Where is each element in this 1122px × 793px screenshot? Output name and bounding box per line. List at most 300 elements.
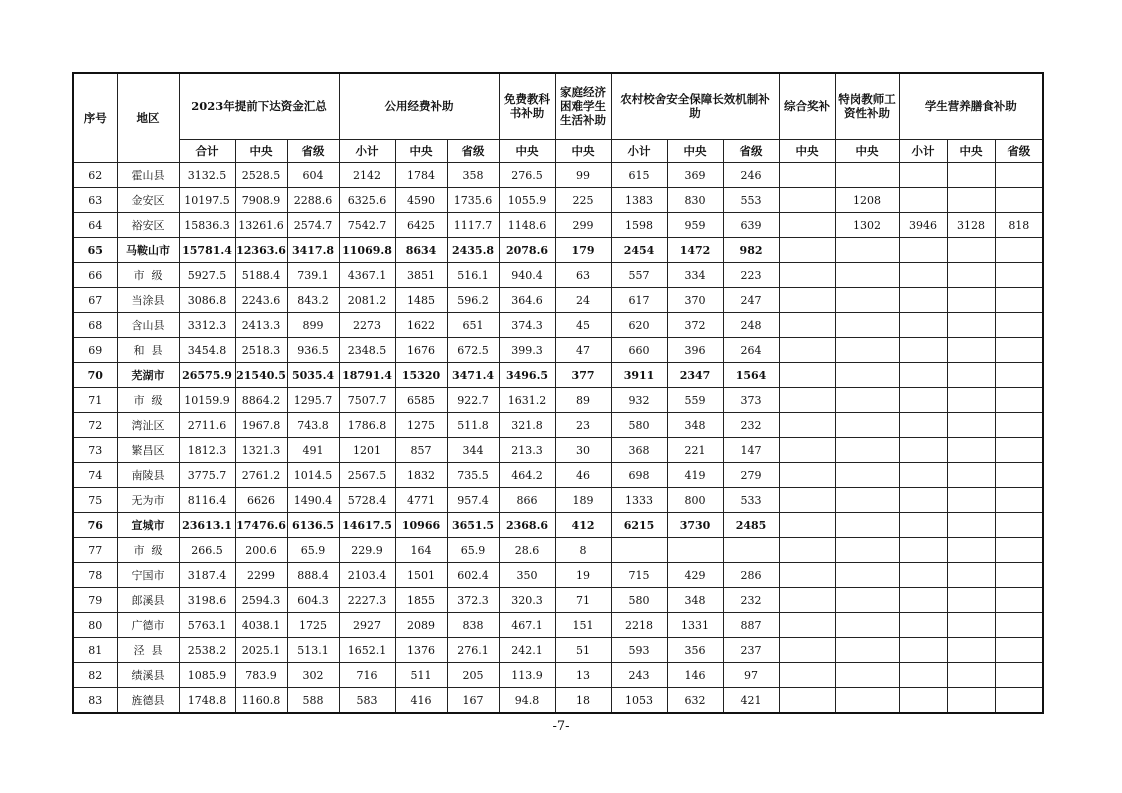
- cell-seq: 79: [73, 588, 117, 613]
- cell-value: 533: [723, 488, 779, 513]
- cell-seq: 71: [73, 388, 117, 413]
- cell-value: 279: [723, 463, 779, 488]
- cell-value: 743.8: [287, 413, 339, 438]
- cell-value: [995, 288, 1043, 313]
- cell-value: 511.8: [447, 413, 499, 438]
- cell-value: 2299: [235, 563, 287, 588]
- cell-value: 6626: [235, 488, 287, 513]
- header-textbook: [499, 73, 555, 140]
- cell-value: 2574.7: [287, 213, 339, 238]
- cell-value: 302: [287, 663, 339, 688]
- cell-seq: 66: [73, 263, 117, 288]
- cell-value: [947, 488, 995, 513]
- cell-value: 2518.3: [235, 338, 287, 363]
- cell-value: 5035.4: [287, 363, 339, 388]
- cell-value: [995, 363, 1043, 388]
- cell-value: 1812.3: [179, 438, 235, 463]
- table-row: [73, 638, 1043, 663]
- cell-value: [995, 263, 1043, 288]
- cell-value: 596.2: [447, 288, 499, 313]
- cell-value: [835, 338, 899, 363]
- cell-value: 3417.8: [287, 238, 339, 263]
- cell-value: [779, 438, 835, 463]
- cell-value: [947, 513, 995, 538]
- cell-seq: 69: [73, 338, 117, 363]
- cell-region: 湾沚区: [117, 413, 179, 438]
- cell-value: 3730: [667, 513, 723, 538]
- cell-value: [835, 588, 899, 613]
- cell-region: 裕安区: [117, 213, 179, 238]
- cell-value: 617: [611, 288, 667, 313]
- cell-value: 8: [555, 538, 611, 563]
- header-safety-label: 农村校舍安全保障长效机制补助: [620, 92, 770, 120]
- cell-value: 97: [723, 663, 779, 688]
- cell-seq: 62: [73, 163, 117, 188]
- cell-value: 3454.8: [179, 338, 235, 363]
- cell-value: 358: [447, 163, 499, 188]
- cell-value: [779, 513, 835, 538]
- cell-value: 7542.7: [339, 213, 395, 238]
- cell-value: [779, 688, 835, 714]
- table-body: [73, 163, 1043, 714]
- cell-value: 1321.3: [235, 438, 287, 463]
- cell-value: 1631.2: [499, 388, 555, 413]
- cell-value: 1302: [835, 213, 899, 238]
- cell-value: 843.2: [287, 288, 339, 313]
- cell-value: [899, 613, 947, 638]
- cell-value: 1053: [611, 688, 667, 714]
- cell-value: 559: [667, 388, 723, 413]
- header-seq: 序号: [73, 73, 117, 163]
- cell-value: [995, 463, 1043, 488]
- table-row: [73, 438, 1043, 463]
- cell-seq: 74: [73, 463, 117, 488]
- cell-value: [947, 313, 995, 338]
- cell-value: 516.1: [447, 263, 499, 288]
- cell-value: [835, 388, 899, 413]
- cell-value: [835, 663, 899, 688]
- cell-value: [779, 313, 835, 338]
- cell-value: 45: [555, 313, 611, 338]
- cell-value: 266.5: [179, 538, 235, 563]
- cell-value: 14617.5: [339, 513, 395, 538]
- cell-value: 147: [723, 438, 779, 463]
- cell-value: [835, 538, 899, 563]
- cell-value: 715: [611, 563, 667, 588]
- cell-value: [995, 513, 1043, 538]
- cell-value: 1148.6: [499, 213, 555, 238]
- cell-region: 霍山县: [117, 163, 179, 188]
- cell-value: 2089: [395, 613, 447, 638]
- cell-value: 1333: [611, 488, 667, 513]
- cell-value: [899, 438, 947, 463]
- cell-seq: 67: [73, 288, 117, 313]
- cell-value: 372.3: [447, 588, 499, 613]
- cell-value: 348: [667, 413, 723, 438]
- cell-value: 887: [723, 613, 779, 638]
- cell-value: 299: [555, 213, 611, 238]
- cell-value: 419: [667, 463, 723, 488]
- cell-value: [667, 538, 723, 563]
- cell-value: 2485: [723, 513, 779, 538]
- header-summary: 2023年提前下达资金汇总: [179, 73, 339, 140]
- cell-value: 1383: [611, 188, 667, 213]
- cell-value: [835, 288, 899, 313]
- cell-value: 348: [667, 588, 723, 613]
- cell-value: [947, 188, 995, 213]
- cell-seq: 80: [73, 613, 117, 638]
- cell-value: 15836.3: [179, 213, 235, 238]
- cell-value: [779, 413, 835, 438]
- cell-value: 429: [667, 563, 723, 588]
- cell-value: [899, 238, 947, 263]
- cell-value: 221: [667, 438, 723, 463]
- cell-value: 1748.8: [179, 688, 235, 714]
- cell-value: 1275: [395, 413, 447, 438]
- cell-value: 4038.1: [235, 613, 287, 638]
- cell-value: 370: [667, 288, 723, 313]
- cell-value: 632: [667, 688, 723, 714]
- cell-value: [995, 588, 1043, 613]
- cell-value: 4367.1: [339, 263, 395, 288]
- cell-value: 830: [667, 188, 723, 213]
- table-row: [73, 688, 1043, 714]
- cell-value: 18791.4: [339, 363, 395, 388]
- cell-value: 940.4: [499, 263, 555, 288]
- cell-value: [995, 563, 1043, 588]
- cell-value: [611, 538, 667, 563]
- cell-value: 3132.5: [179, 163, 235, 188]
- cell-value: 2454: [611, 238, 667, 263]
- cell-value: 1490.4: [287, 488, 339, 513]
- cell-value: [947, 163, 995, 188]
- cell-value: 2567.5: [339, 463, 395, 488]
- cell-value: 1295.7: [287, 388, 339, 413]
- cell-value: 1832: [395, 463, 447, 488]
- cell-region: 繁昌区: [117, 438, 179, 463]
- cell-value: [899, 513, 947, 538]
- cell-value: 2927: [339, 613, 395, 638]
- cell-seq: 83: [73, 688, 117, 714]
- cell-value: 243: [611, 663, 667, 688]
- cell-value: [899, 663, 947, 688]
- cell-value: 932: [611, 388, 667, 413]
- cell-value: [995, 338, 1043, 363]
- cell-value: 467.1: [499, 613, 555, 638]
- cell-value: 1855: [395, 588, 447, 613]
- cell-value: 593: [611, 638, 667, 663]
- header-public-funding: 公用经费补助: [339, 73, 499, 140]
- cell-value: 369: [667, 163, 723, 188]
- cell-value: 237: [723, 638, 779, 663]
- cell-value: [899, 413, 947, 438]
- cell-value: [947, 638, 995, 663]
- cell-seq: 77: [73, 538, 117, 563]
- cell-value: 959: [667, 213, 723, 238]
- header-hardship-label: 家庭经济困难学生生活补助: [560, 85, 607, 127]
- header-teacher-label: 特岗教师工资性补助: [838, 92, 896, 120]
- cell-value: 344: [447, 438, 499, 463]
- header-textbook-label: 免费教科书补助: [504, 92, 551, 120]
- cell-value: 936.5: [287, 338, 339, 363]
- cell-value: 3086.8: [179, 288, 235, 313]
- table-row: [73, 463, 1043, 488]
- cell-value: [947, 388, 995, 413]
- table-row: [73, 263, 1043, 288]
- cell-value: 1676: [395, 338, 447, 363]
- cell-value: 167: [447, 688, 499, 714]
- cell-value: 205: [447, 663, 499, 688]
- cell-value: [835, 438, 899, 463]
- cell-value: 30: [555, 438, 611, 463]
- cell-value: 374.3: [499, 313, 555, 338]
- cell-value: 2348.5: [339, 338, 395, 363]
- cell-value: [779, 213, 835, 238]
- cell-value: 320.3: [499, 588, 555, 613]
- cell-value: 3946: [899, 213, 947, 238]
- cell-value: [899, 638, 947, 663]
- cell-value: [835, 463, 899, 488]
- cell-value: 1564: [723, 363, 779, 388]
- cell-seq: 70: [73, 363, 117, 388]
- cell-region: 市 级: [117, 388, 179, 413]
- cell-value: 242.1: [499, 638, 555, 663]
- cell-value: [899, 563, 947, 588]
- cell-value: [779, 538, 835, 563]
- cell-value: 1725: [287, 613, 339, 638]
- cell-value: [899, 188, 947, 213]
- cell-value: 1331: [667, 613, 723, 638]
- cell-value: 1160.8: [235, 688, 287, 714]
- cell-value: 604.3: [287, 588, 339, 613]
- cell-value: [779, 638, 835, 663]
- cell-region: 芜湖市: [117, 363, 179, 388]
- cell-region: 郎溪县: [117, 588, 179, 613]
- cell-region: 金安区: [117, 188, 179, 213]
- cell-region: 南陵县: [117, 463, 179, 488]
- cell-value: 276.1: [447, 638, 499, 663]
- cell-value: 19: [555, 563, 611, 588]
- table-row: [73, 488, 1043, 513]
- cell-value: 1201: [339, 438, 395, 463]
- sub-safety-subtotal: 小计: [611, 140, 667, 163]
- cell-value: [947, 263, 995, 288]
- cell-value: 94.8: [499, 688, 555, 714]
- cell-seq: 73: [73, 438, 117, 463]
- cell-value: 232: [723, 413, 779, 438]
- cell-value: [947, 338, 995, 363]
- cell-value: 2368.6: [499, 513, 555, 538]
- cell-value: 47: [555, 338, 611, 363]
- cell-value: 65.9: [287, 538, 339, 563]
- cell-value: 396: [667, 338, 723, 363]
- cell-value: [899, 338, 947, 363]
- cell-value: 3312.3: [179, 313, 235, 338]
- cell-value: 2218: [611, 613, 667, 638]
- cell-value: 23: [555, 413, 611, 438]
- sub-public-central: 中央: [395, 140, 447, 163]
- cell-value: 957.4: [447, 488, 499, 513]
- cell-value: 13261.6: [235, 213, 287, 238]
- cell-value: 146: [667, 663, 723, 688]
- cell-value: 223: [723, 263, 779, 288]
- cell-value: [899, 313, 947, 338]
- cell-value: 2243.6: [235, 288, 287, 313]
- cell-value: 3775.7: [179, 463, 235, 488]
- cell-value: 2413.3: [235, 313, 287, 338]
- cell-value: [835, 488, 899, 513]
- cell-value: [899, 263, 947, 288]
- cell-region: 宁国市: [117, 563, 179, 588]
- cell-value: 888.4: [287, 563, 339, 588]
- cell-value: 2103.4: [339, 563, 395, 588]
- cell-value: 8864.2: [235, 388, 287, 413]
- cell-value: 71: [555, 588, 611, 613]
- cell-value: [995, 188, 1043, 213]
- sub-summary-total: 合计: [179, 140, 235, 163]
- cell-seq: 75: [73, 488, 117, 513]
- cell-value: 1014.5: [287, 463, 339, 488]
- cell-value: [835, 163, 899, 188]
- sub-summary-central: 中央: [235, 140, 287, 163]
- cell-value: 2594.3: [235, 588, 287, 613]
- cell-value: 24: [555, 288, 611, 313]
- cell-value: [899, 363, 947, 388]
- cell-value: 5188.4: [235, 263, 287, 288]
- cell-value: 2142: [339, 163, 395, 188]
- table-row: [73, 613, 1043, 638]
- cell-value: [835, 638, 899, 663]
- cell-value: 5728.4: [339, 488, 395, 513]
- cell-value: [779, 563, 835, 588]
- sub-teacher-central: 中央: [835, 140, 899, 163]
- cell-value: 1485: [395, 288, 447, 313]
- cell-value: 2435.8: [447, 238, 499, 263]
- cell-value: 377: [555, 363, 611, 388]
- cell-value: 3911: [611, 363, 667, 388]
- cell-value: [779, 363, 835, 388]
- funding-table: [72, 72, 1044, 714]
- cell-value: 3198.6: [179, 588, 235, 613]
- cell-value: [899, 163, 947, 188]
- cell-value: 229.9: [339, 538, 395, 563]
- cell-value: [779, 663, 835, 688]
- cell-value: [947, 538, 995, 563]
- cell-value: 982: [723, 238, 779, 263]
- cell-value: 213.3: [499, 438, 555, 463]
- cell-value: 46: [555, 463, 611, 488]
- table-row: [73, 213, 1043, 238]
- cell-value: [947, 563, 995, 588]
- cell-value: 2288.6: [287, 188, 339, 213]
- cell-value: 63: [555, 263, 611, 288]
- cell-region: 马鞍山市: [117, 238, 179, 263]
- cell-value: [779, 463, 835, 488]
- cell-value: 11069.8: [339, 238, 395, 263]
- cell-value: [995, 163, 1043, 188]
- cell-value: 1055.9: [499, 188, 555, 213]
- cell-value: 491: [287, 438, 339, 463]
- cell-value: [995, 613, 1043, 638]
- cell-value: 373: [723, 388, 779, 413]
- cell-value: [995, 488, 1043, 513]
- sub-hardship-central: 中央: [555, 140, 611, 163]
- header-teacher: [835, 73, 899, 140]
- cell-value: 15781.4: [179, 238, 235, 263]
- cell-region: 广德市: [117, 613, 179, 638]
- cell-value: 10197.5: [179, 188, 235, 213]
- cell-value: [995, 538, 1043, 563]
- cell-value: 6585: [395, 388, 447, 413]
- cell-value: 5763.1: [179, 613, 235, 638]
- cell-value: [995, 413, 1043, 438]
- cell-value: [947, 688, 995, 714]
- cell-value: 2273: [339, 313, 395, 338]
- cell-value: 672.5: [447, 338, 499, 363]
- cell-value: 51: [555, 638, 611, 663]
- cell-value: 1735.6: [447, 188, 499, 213]
- sub-public-subtotal: 小计: [339, 140, 395, 163]
- header-nutrition: 学生营养膳食补助: [899, 73, 1043, 140]
- cell-value: 557: [611, 263, 667, 288]
- cell-value: [835, 413, 899, 438]
- sub-nutrition-provincial: 省级: [995, 140, 1043, 163]
- cell-value: [835, 363, 899, 388]
- cell-value: 3471.4: [447, 363, 499, 388]
- table-row: [73, 313, 1043, 338]
- cell-value: 334: [667, 263, 723, 288]
- cell-value: [899, 688, 947, 714]
- header-safety: [611, 73, 779, 140]
- cell-value: 857: [395, 438, 447, 463]
- cell-seq: 78: [73, 563, 117, 588]
- cell-region: 市 级: [117, 263, 179, 288]
- cell-value: 421: [723, 688, 779, 714]
- cell-region: 宣城市: [117, 513, 179, 538]
- cell-value: 264: [723, 338, 779, 363]
- cell-value: [947, 463, 995, 488]
- cell-value: 6136.5: [287, 513, 339, 538]
- cell-seq: 76: [73, 513, 117, 538]
- cell-value: [995, 388, 1043, 413]
- cell-value: [779, 588, 835, 613]
- cell-value: 698: [611, 463, 667, 488]
- cell-value: 364.6: [499, 288, 555, 313]
- cell-seq: 63: [73, 188, 117, 213]
- cell-value: 1967.8: [235, 413, 287, 438]
- table-row: [73, 338, 1043, 363]
- header-region: 地区: [117, 73, 179, 163]
- cell-value: [835, 238, 899, 263]
- cell-value: 2528.5: [235, 163, 287, 188]
- cell-value: 866: [499, 488, 555, 513]
- sub-public-provincial: 省级: [447, 140, 499, 163]
- cell-value: [947, 363, 995, 388]
- cell-value: [779, 488, 835, 513]
- cell-value: 580: [611, 413, 667, 438]
- cell-value: 113.9: [499, 663, 555, 688]
- cell-value: 23613.1: [179, 513, 235, 538]
- cell-value: 6215: [611, 513, 667, 538]
- cell-value: 350: [499, 563, 555, 588]
- cell-value: [779, 388, 835, 413]
- cell-value: 248: [723, 313, 779, 338]
- cell-value: 3651.5: [447, 513, 499, 538]
- cell-region: 市 级: [117, 538, 179, 563]
- cell-value: [899, 538, 947, 563]
- cell-value: 412: [555, 513, 611, 538]
- cell-value: [835, 613, 899, 638]
